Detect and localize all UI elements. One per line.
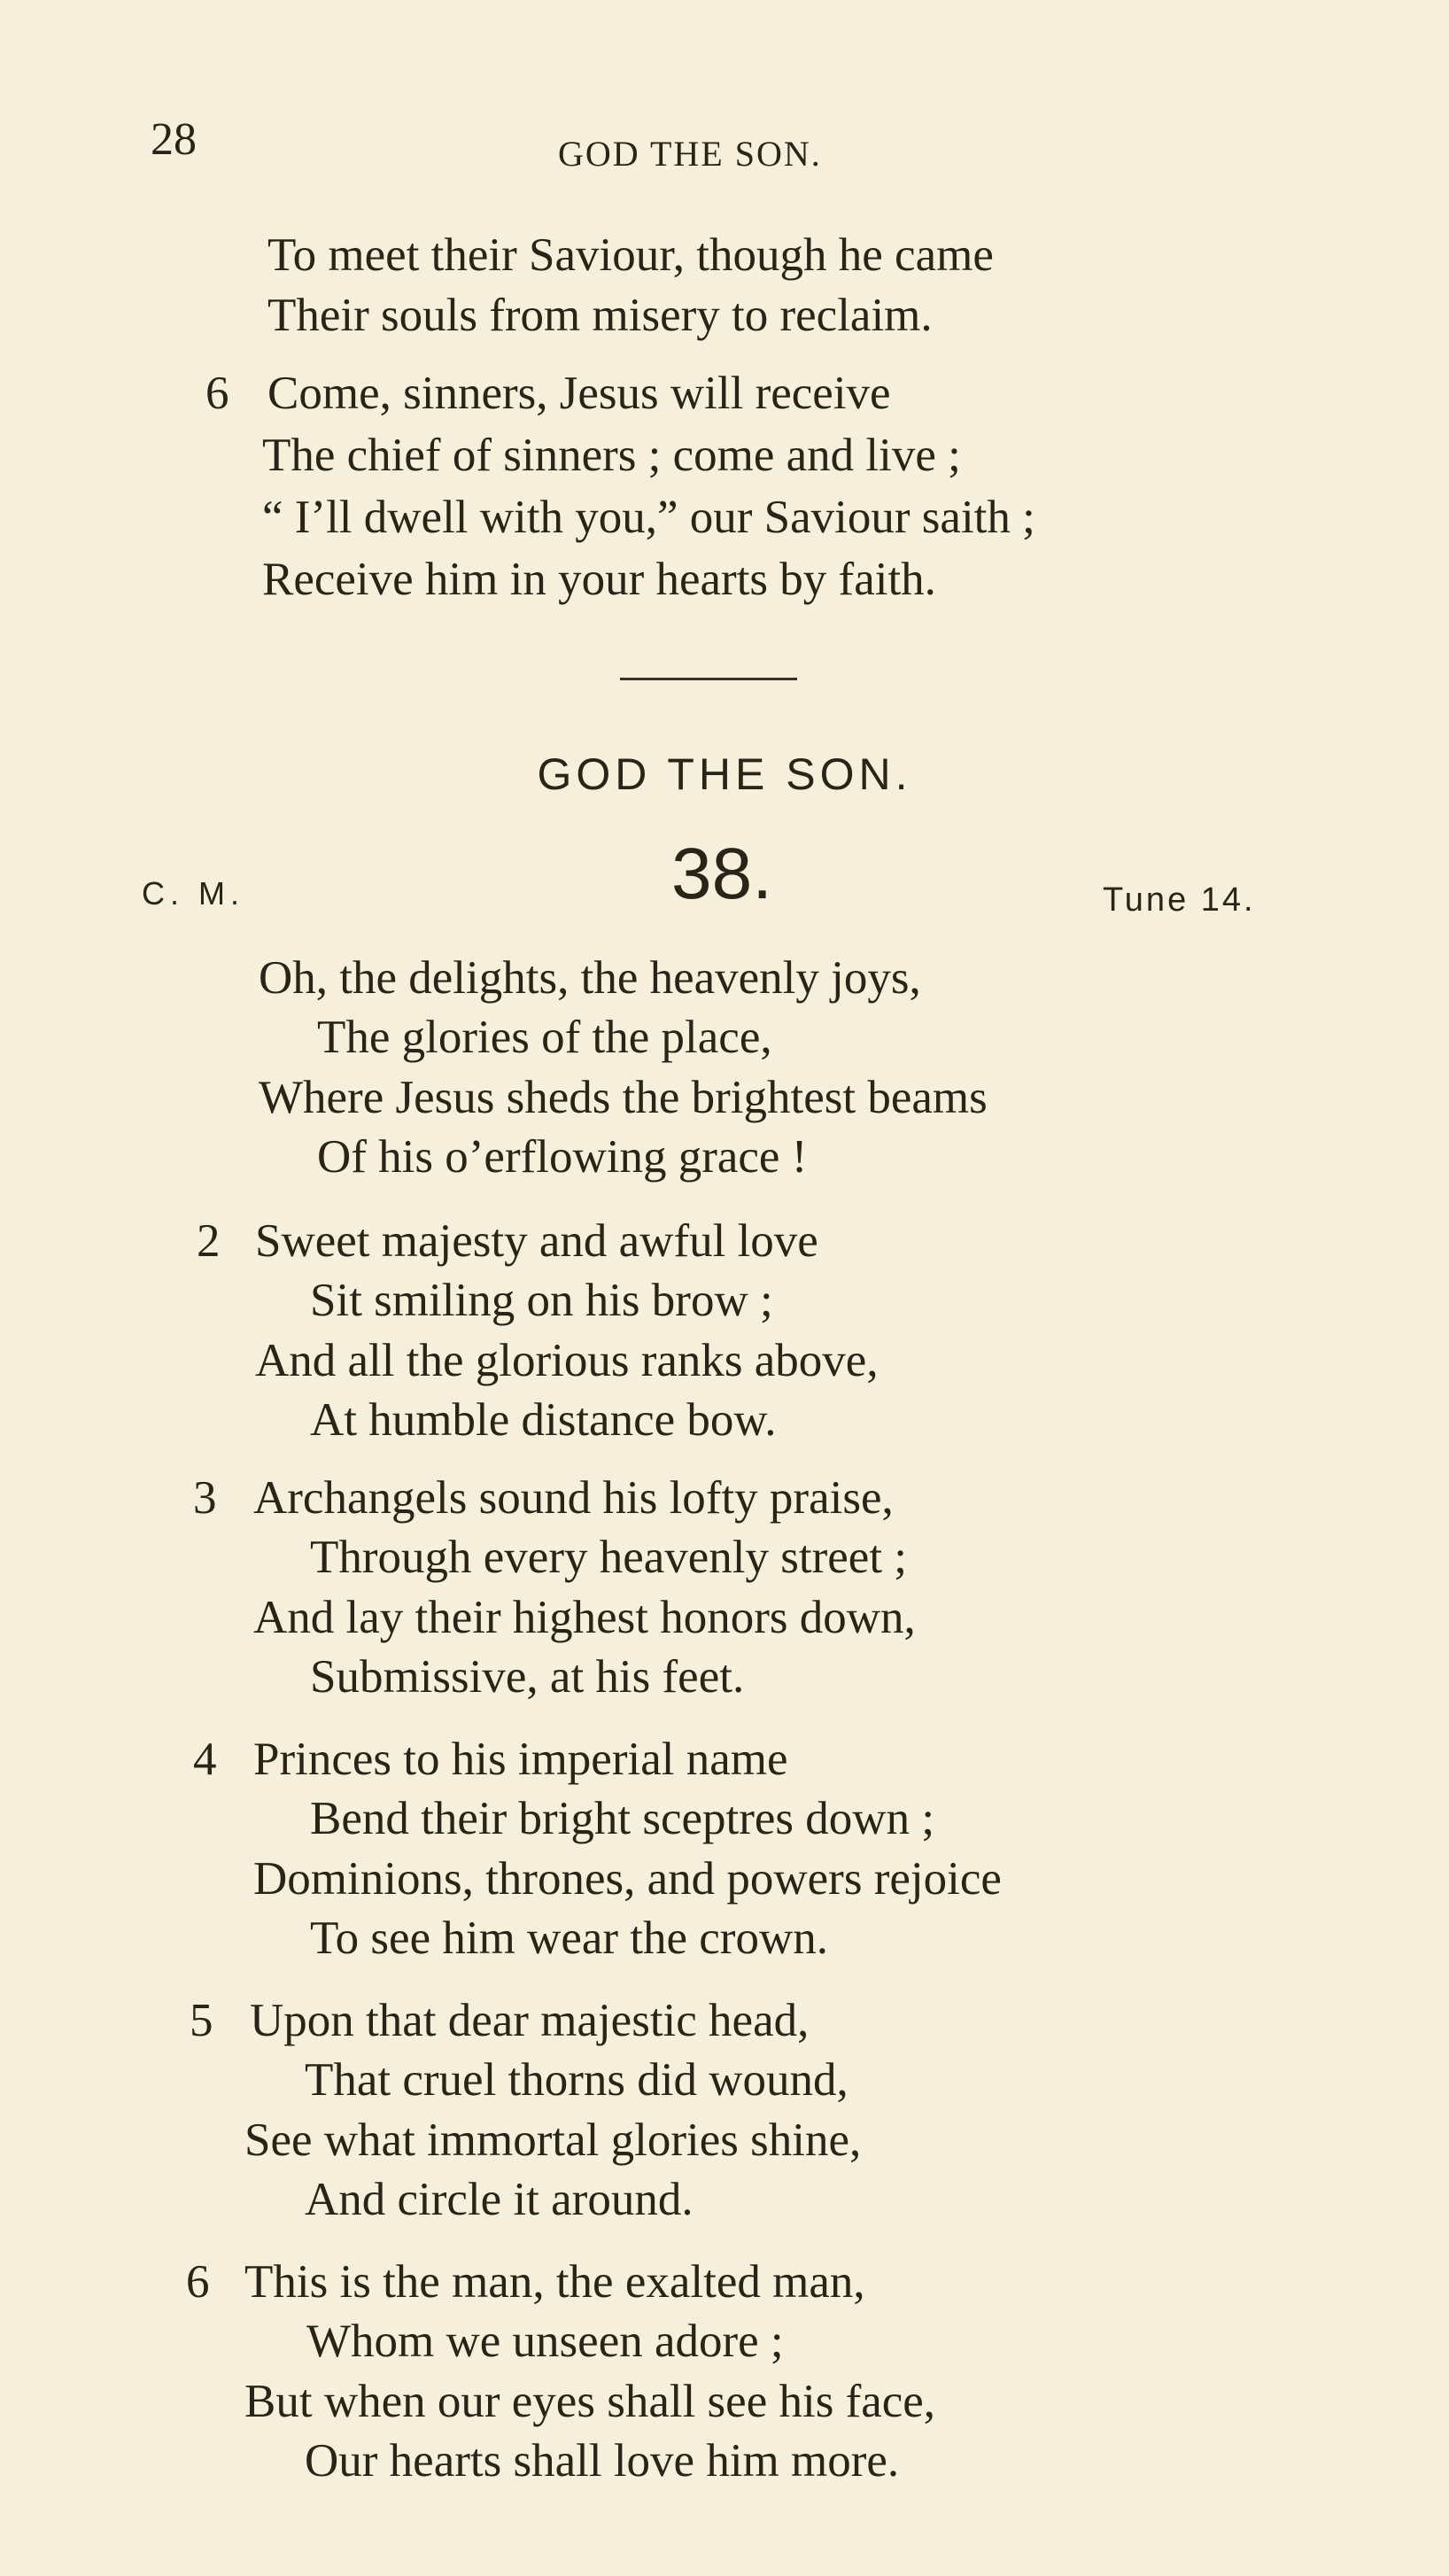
hymn-line: Dominions, thrones, and powers rejoice — [253, 1853, 1002, 1905]
running-head: GOD THE SON. — [558, 134, 822, 174]
hymn-number: 38. — [671, 834, 772, 914]
hymn-line: Sweet majesty and awful love — [255, 1215, 818, 1267]
verse-number: 3 — [193, 1472, 217, 1524]
hymn-line: See what immortal glories shine, — [244, 2114, 862, 2166]
page-header — [151, 113, 1311, 175]
hymn-meter: C. M. — [142, 875, 244, 912]
hymn-line: Oh, the delights, the heavenly joys, — [259, 952, 921, 1004]
previous-hymn-line: To meet their Saviour, though he came — [267, 229, 994, 281]
hymn-line: Bend their bright sceptres down ; — [310, 1793, 935, 1844]
hymn-line: Sit smiling on his brow ; — [310, 1275, 773, 1326]
hymn-line: At humble distance bow. — [310, 1394, 777, 1446]
hymn-line: And circle it around. — [305, 2174, 694, 2225]
previous-hymn-line: The chief of sinners ; come and live ; — [262, 430, 961, 481]
hymn-line: Princes to his imperial name — [253, 1734, 788, 1785]
previous-hymn-line: Receive him in your hearts by faith. — [262, 554, 936, 605]
hymn-line: The glories of the place, — [317, 1012, 772, 1063]
section-title: GOD THE SON. — [537, 749, 912, 799]
hymn-line: Upon that dear majestic head, — [250, 1995, 810, 2046]
hymn-tune: Tune 14. — [1103, 881, 1256, 919]
verse-number: 4 — [193, 1734, 217, 1785]
hymn-line: This is the man, the exalted man, — [244, 2256, 865, 2308]
section-divider — [620, 678, 797, 680]
hymn-line: Of his o’erflowing grace ! — [317, 1131, 808, 1183]
hymn-line: Our hearts shall love him more. — [305, 2435, 900, 2487]
hymn-line: Where Jesus sheds the brightest beams — [259, 1072, 988, 1123]
hymn-line: That cruel thorns did wound, — [305, 2054, 848, 2106]
verse-number: 6 — [186, 2256, 210, 2308]
verse-number: 5 — [190, 1995, 213, 2046]
previous-hymn-line: Their souls from misery to reclaim. — [267, 290, 933, 341]
hymn-line: To see him wear the crown. — [310, 1913, 828, 1964]
hymn-line: Archangels sound his lofty praise, — [253, 1472, 894, 1524]
page-number: 28 — [151, 114, 197, 165]
previous-hymn-line: Come, sinners, Jesus will receive — [267, 368, 891, 419]
hymn-line: Whom we unseen adore ; — [306, 2316, 784, 2367]
hymn-line: Submissive, at his feet. — [310, 1651, 745, 1703]
hymn-line: And all the glorious ranks above, — [255, 1335, 879, 1386]
hymn-line: And lay their highest honors down, — [253, 1592, 916, 1643]
verse-number: 2 — [197, 1215, 221, 1267]
hymn-line: But when our eyes shall see his face, — [244, 2376, 936, 2427]
hymn-line: Through every heavenly street ; — [310, 1532, 908, 1583]
verse-number: 6 — [205, 368, 229, 419]
previous-hymn-line: “ I’ll dwell with you,” our Saviour saith ; — [262, 492, 1035, 543]
